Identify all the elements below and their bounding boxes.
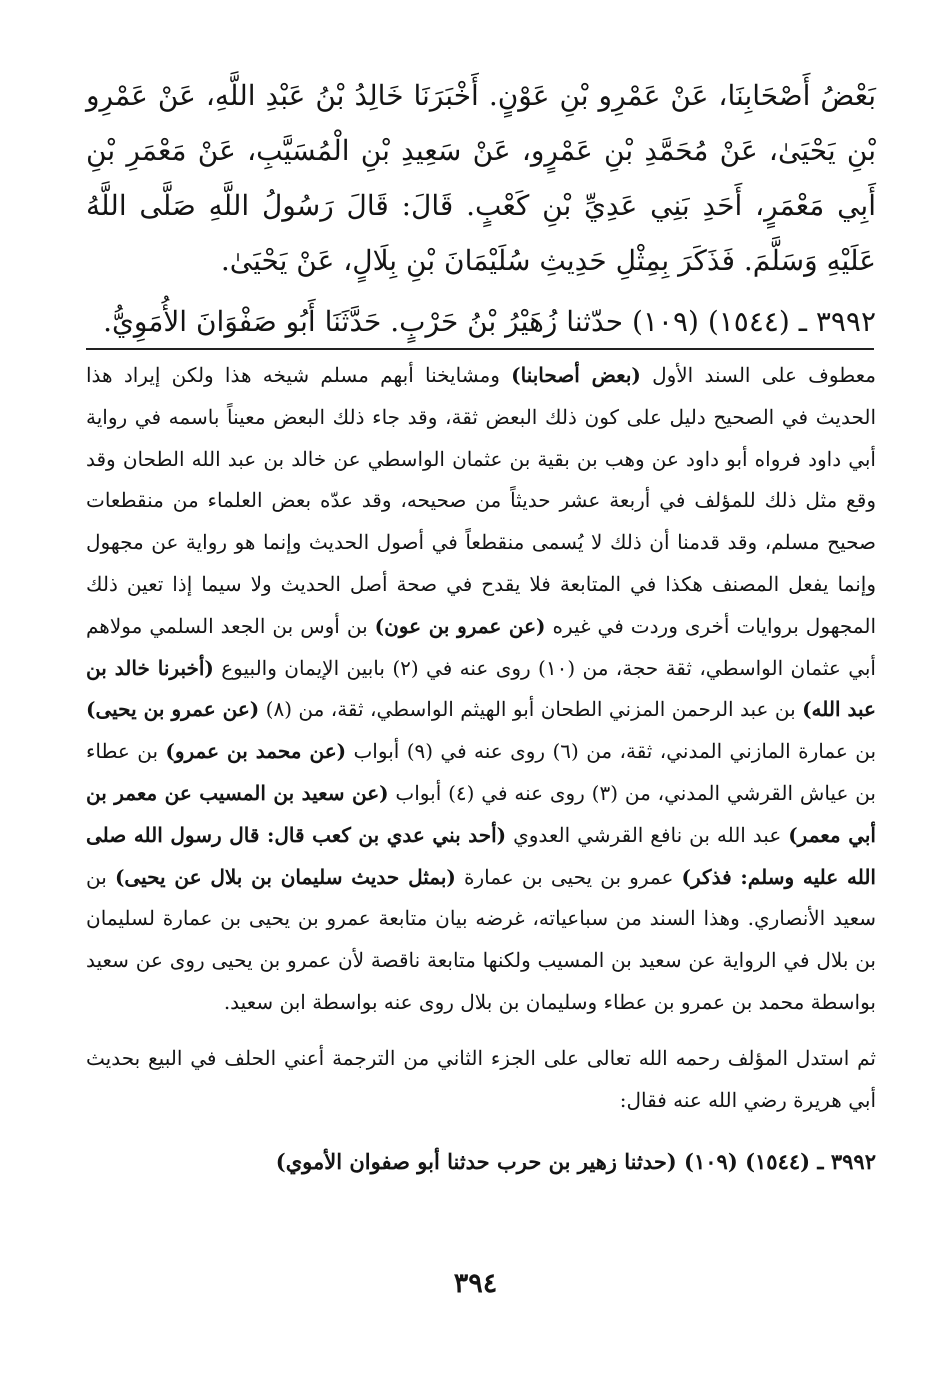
commentary — [86, 355, 876, 1183]
footnote-divider — [86, 348, 874, 350]
hadith-text — [86, 68, 876, 349]
page-number: ٣٩٤ — [453, 1268, 498, 1299]
commentary-paragraph-1: معطوف على السند الأول (بعض أصحابنا) ومشايخنا أبهم مسلم شيخه هذا ولكن إيراد هذا الحديث في الصحيح دليل على كون ذلك البعض ثقة، وقد جاء ذلك البعض معيناً باسمه في رواية أبي داود فرواه أبو داود عن وهب بن بقية بن عثمان الواسطي عن خالد بن عبد الله الطحان وقد وقع مثل ذلك للمؤلف في أربعة عشر حديثاً من صحيحه، وقد عدّه بعض العلماء من منقطعات صحيح مسلم، وقد قدمنا أن ذلك لا يُسمى منقطعاً في أصول الحديث وإنما هو رواية عن مجهول وإنما يفعل المصنف هكذا في المتابعة فلا يقدح في صحة أصل الحديث ولا سيما إذا تعين ذلك المجهول بروايات أخرى وردت في غيره (عن عمرو بن عون) بن أوس بن الجعد السلمي مولاهم أبي عثمان الواسطي، ثقة حجة، من (١٠) روى عنه في (٢) بابين الإيمان والبيوع (أخبرنا خالد بن عبد الله) بن عبد الرحمن المزني الطحان أبو الهيثم الواسطي، ثقة، من (٨) (عن عمرو بن يحيى) بن عمارة المازني المدني، ثقة، من (٦) روى عنه في (٩) أبواب (عن محمد بن عمرو) بن عطاء بن عياش القرشي المدني، من (٣) روى عنه في (٤) أبواب (عن سعيد بن المسيب عن معمر بن أبي معمر) عبد الله بن نافع القرشي العدوي (أحد بني عدي بن كعب قال: قال رسول الله صلى الله عليه وسلم: فذكر) عمرو بن يحيى بن عمارة (بمثل حديث سليمان بن بلال عن يحيى) بن سعيد الأنصاري. وهذا السند من سباعياته، غرضه بيان متابعة عمرو بن يحيى بن عمارة لسليمان بن بلال في الرواية عن سعيد بن المسيب ولكنها متابعة ناقصة لأن عمرو بن يحيى روى عن سعيد بواسطة محمد بن عمرو بن عطاء وسليمان بن بلال روى عنه بواسطة ابن سعيد. — [86, 363, 877, 1014]
hadith-paragraph: بَعْضُ أَصْحَابِنَا، عَنْ عَمْرِو بْنِ عَوْنٍ. أَخْبَرَنَا خَالِدُ بْنُ عَبْدِ اللَّهِ، عَنْ عَمْرِو بْنِ يَحْيَىٰ، عَنْ مُحَمَّدِ بْنِ عَمْرٍو، عَنْ سَعِيدِ بْنِ الْمُسَيَّبِ، عَنْ مَعْمَرِ بْنِ أَبِي مَعْمَرٍ، أَحَدِ بَنِي عَدِيِّ بْنِ كَعْبٍ. قَالَ: قَالَ رَسُولُ اللَّهِ صَلَّى اللَّهُ عَلَيْهِ وَسَلَّمَ. فَذَكَرَ بِمِثْلِ حَدِيثِ سُلَيْمَانَ بْنِ بِلَالٍ، عَنْ يَحْيَىٰ. — [86, 79, 876, 277]
next-hadith-heading: ٣٩٩٢ ـ (١٥٤٤) (١٠٩) حدّثنا زُهَيْرُ بْنُ حَرْبٍ. حَدَّثَنَا أَبُو صَفْوَانَ الأُمَوِيُّ. — [103, 305, 876, 338]
commentary-next-heading: ٣٩٩٢ ـ (١٥٤٤) (١٠٩) (حدثنا زهير بن حرب حدثنا أبو صفوان الأموي) — [275, 1149, 876, 1175]
commentary-paragraph-2: ثم استدل المؤلف رحمه الله تعالى على الجزء الثاني من الترجمة أعني الحلف في البيع بحديث أبي هريرة رضي الله عنه فقال: — [86, 1045, 876, 1112]
